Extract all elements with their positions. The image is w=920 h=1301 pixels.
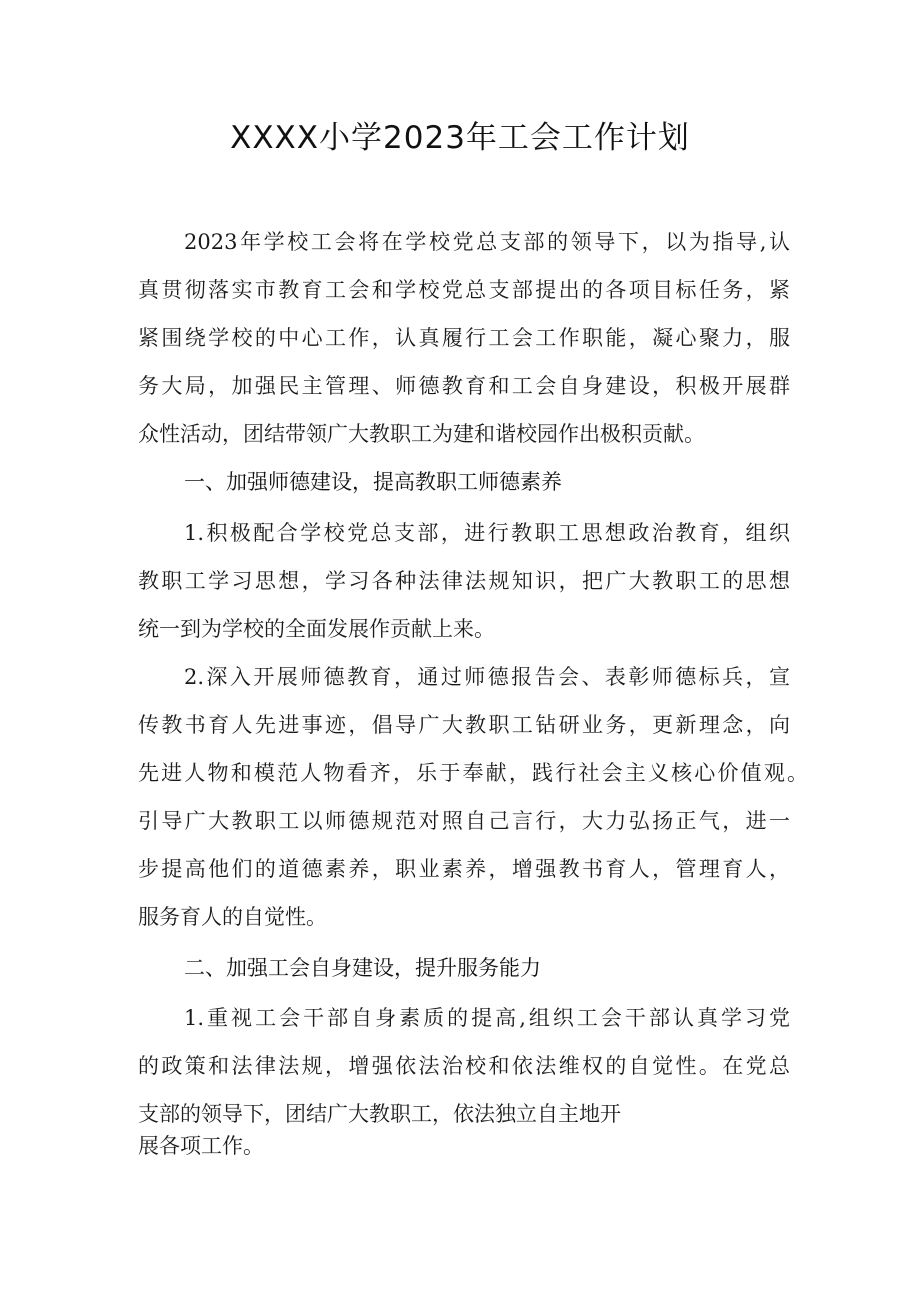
paragraph-line: 1.积极配合学校党总支部，进行教职工思想政治教育，组织 bbox=[184, 521, 790, 545]
paragraph-line: 引导广大教职工以师德规范对照自己言行，大力弘扬正气，进一 bbox=[138, 809, 790, 833]
section-heading: 一、加强师德建设，提高教职工师德素养 bbox=[184, 470, 562, 494]
paragraph-line: 传教书育人先进事迹，倡导广大教职工钻研业务，更新理念，向 bbox=[138, 713, 790, 737]
paragraph-line: 步提高他们的道德素养，职业素养，增强教书育人，管理育人， bbox=[138, 857, 790, 881]
paragraph-line: 教职工学习思想，学习各种法律法规知识，把广大教职工的思想 bbox=[138, 569, 790, 593]
intro-line: 紧围绕学校的中心工作，认真履行工会工作职能，凝心聚力，服 bbox=[138, 326, 790, 350]
intro-line: 2023年学校工会将在学校党总支部的领导下，以为指导,认 bbox=[184, 230, 790, 254]
document-title: XXXX小学2023年工会工作计划 bbox=[230, 120, 690, 156]
intro-line: 众性活动，团结带领广大教职工为建和谐校园作出极积贡献。 bbox=[138, 422, 705, 446]
paragraph-line: 展各项工作。 bbox=[138, 1134, 264, 1158]
intro-line: 真贯彻落实市教育工会和学校党总支部提出的各项目标任务，紧 bbox=[138, 278, 790, 302]
intro-line: 务大局，加强民主管理、师德教育和工会自身建设，积极开展群 bbox=[138, 374, 790, 398]
paragraph-line: 支部的领导下，团结广大教职工，依法独立自主地开 bbox=[138, 1102, 621, 1126]
section-heading: 二、加强工会自身建设，提升服务能力 bbox=[184, 956, 541, 980]
paragraph-line: 统一到为学校的全面发展作贡献上来。 bbox=[138, 617, 495, 641]
paragraph-line: 服务育人的自觉性。 bbox=[138, 905, 327, 929]
paragraph-line: 1.重视工会干部自身素质的提高,组织工会干部认真学习党 bbox=[184, 1006, 790, 1030]
paragraph-line: 2.深入开展师德教育，通过师德报告会、表彰师德标兵，宣 bbox=[184, 665, 790, 689]
paragraph-line: 先进人物和模范人物看齐，乐于奉献，践行社会主义核心价值观。 bbox=[138, 761, 808, 785]
paragraph-line: 的政策和法律法规，增强依法治校和依法维权的自觉性。在党总 bbox=[138, 1054, 790, 1078]
